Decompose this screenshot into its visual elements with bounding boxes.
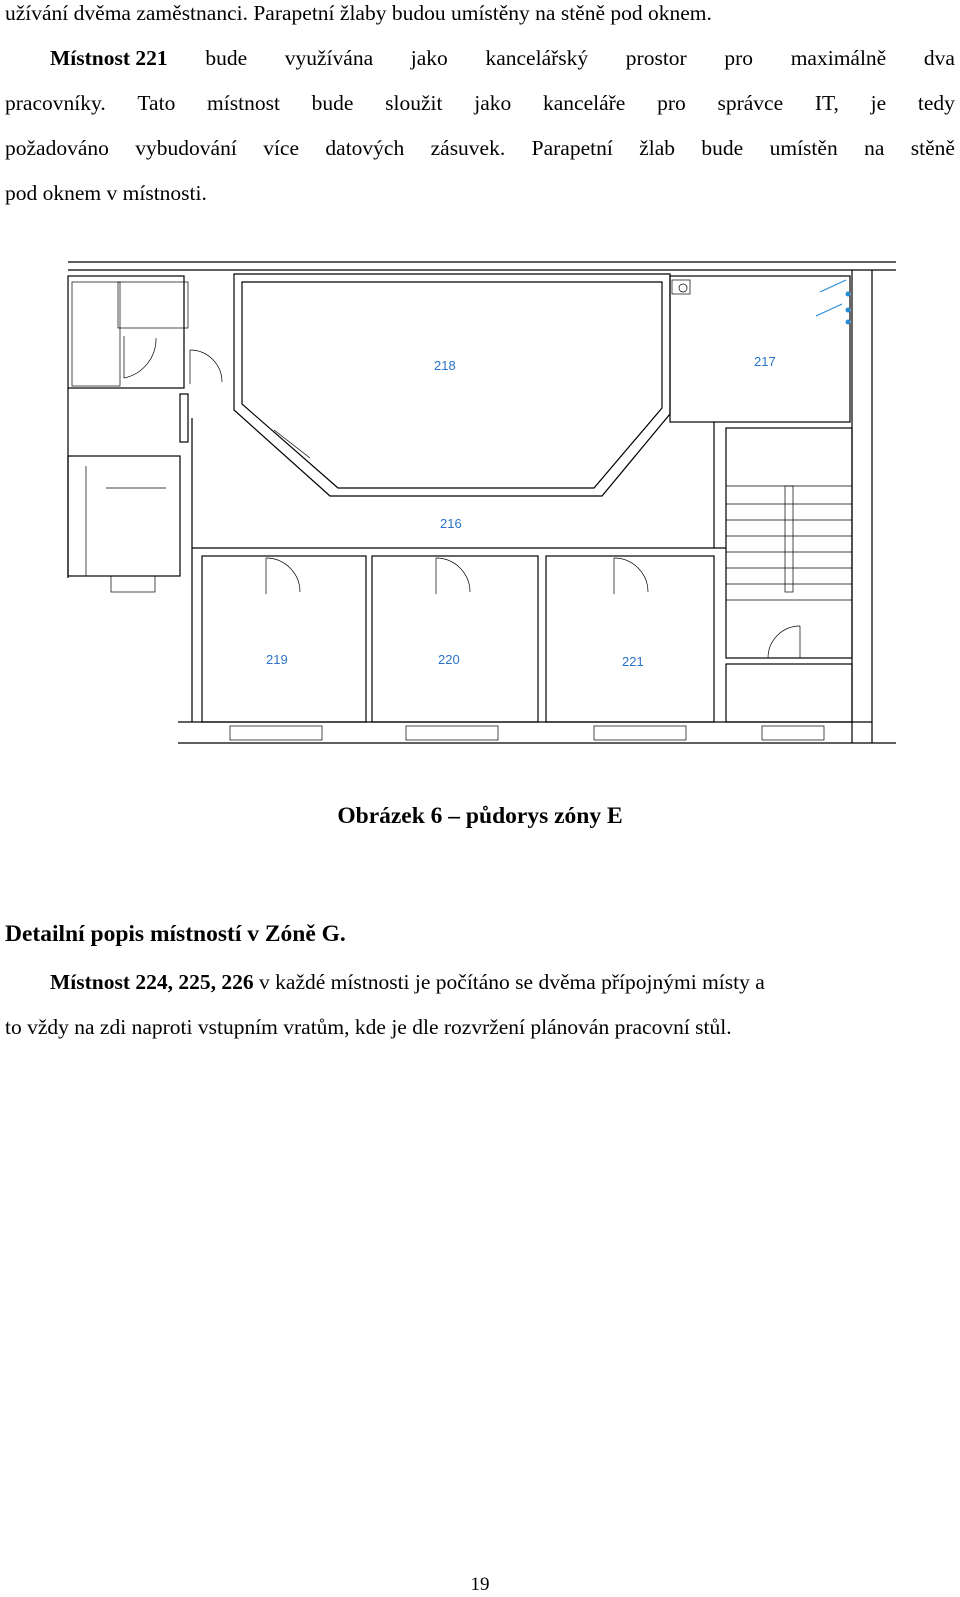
room-reference: Místnost 221 bbox=[50, 46, 168, 70]
word: kanceláře bbox=[542, 91, 626, 115]
word: tedy bbox=[917, 91, 955, 115]
word: Parapetní bbox=[531, 136, 613, 160]
text-line-justified bbox=[5, 126, 955, 171]
room-label-219: 219 bbox=[266, 652, 288, 667]
text-line: to vždy na zdi naproti vstupním vratům, kde je dle rozvržení plánován pracovní stůl. bbox=[5, 1015, 732, 1039]
word: žlab bbox=[639, 136, 676, 160]
section-heading: Detailní popis místností v Zóně G. bbox=[5, 921, 346, 947]
word: bude bbox=[205, 46, 248, 70]
word: dva bbox=[923, 46, 955, 70]
word: bude bbox=[311, 91, 354, 115]
room-label-220: 220 bbox=[438, 652, 460, 667]
word: umístěn bbox=[769, 136, 838, 160]
word: pro bbox=[724, 46, 754, 70]
floor-plan-drawing bbox=[66, 258, 896, 758]
word: na bbox=[864, 136, 885, 160]
text-line: pod oknem v místnosti. bbox=[5, 181, 207, 205]
word: IT, bbox=[814, 91, 839, 115]
paragraph-bottom bbox=[5, 960, 955, 1050]
word: více bbox=[263, 136, 300, 160]
room-label-217: 217 bbox=[754, 354, 776, 369]
figure-caption: Obrázek 6 – půdorys zóny E bbox=[337, 803, 623, 829]
word: je bbox=[870, 91, 887, 115]
paragraph-top bbox=[5, 0, 955, 216]
room-label-218: 218 bbox=[434, 358, 456, 373]
room-label-221: 221 bbox=[622, 654, 644, 669]
word: prostor bbox=[625, 46, 687, 70]
word: vybudování bbox=[135, 136, 237, 160]
text-fragment: v každé místnosti je počítáno se dvěma přípojnými místy a bbox=[259, 970, 765, 994]
word: místnost bbox=[207, 91, 280, 115]
text-line-justified bbox=[5, 81, 955, 126]
text-line-justified bbox=[5, 36, 955, 81]
page-number: 19 bbox=[470, 1574, 490, 1595]
text-line: užívání dvěma zaměstnanci. Parapetní žlaby budou umístěny na stěně pod oknem. bbox=[5, 1, 712, 25]
word: stěně bbox=[910, 136, 955, 160]
word: správce bbox=[717, 91, 784, 115]
word: sloužit bbox=[385, 91, 443, 115]
word: kancelářský bbox=[485, 46, 589, 70]
word: využívána bbox=[284, 46, 374, 70]
word: datových bbox=[325, 136, 405, 160]
word: Tato bbox=[137, 91, 176, 115]
word: pro bbox=[657, 91, 686, 115]
word: pracovníky. bbox=[5, 91, 106, 115]
text-line bbox=[5, 960, 955, 1005]
word: jako bbox=[410, 46, 448, 70]
word: maximálně bbox=[790, 46, 887, 70]
word: zásuvek. bbox=[430, 136, 506, 160]
room-label-216: 216 bbox=[440, 516, 462, 531]
room-reference: Místnost 224, 225, 226 bbox=[50, 970, 254, 994]
word: bude bbox=[701, 136, 744, 160]
word: požadováno bbox=[5, 136, 109, 160]
word: jako bbox=[474, 91, 512, 115]
